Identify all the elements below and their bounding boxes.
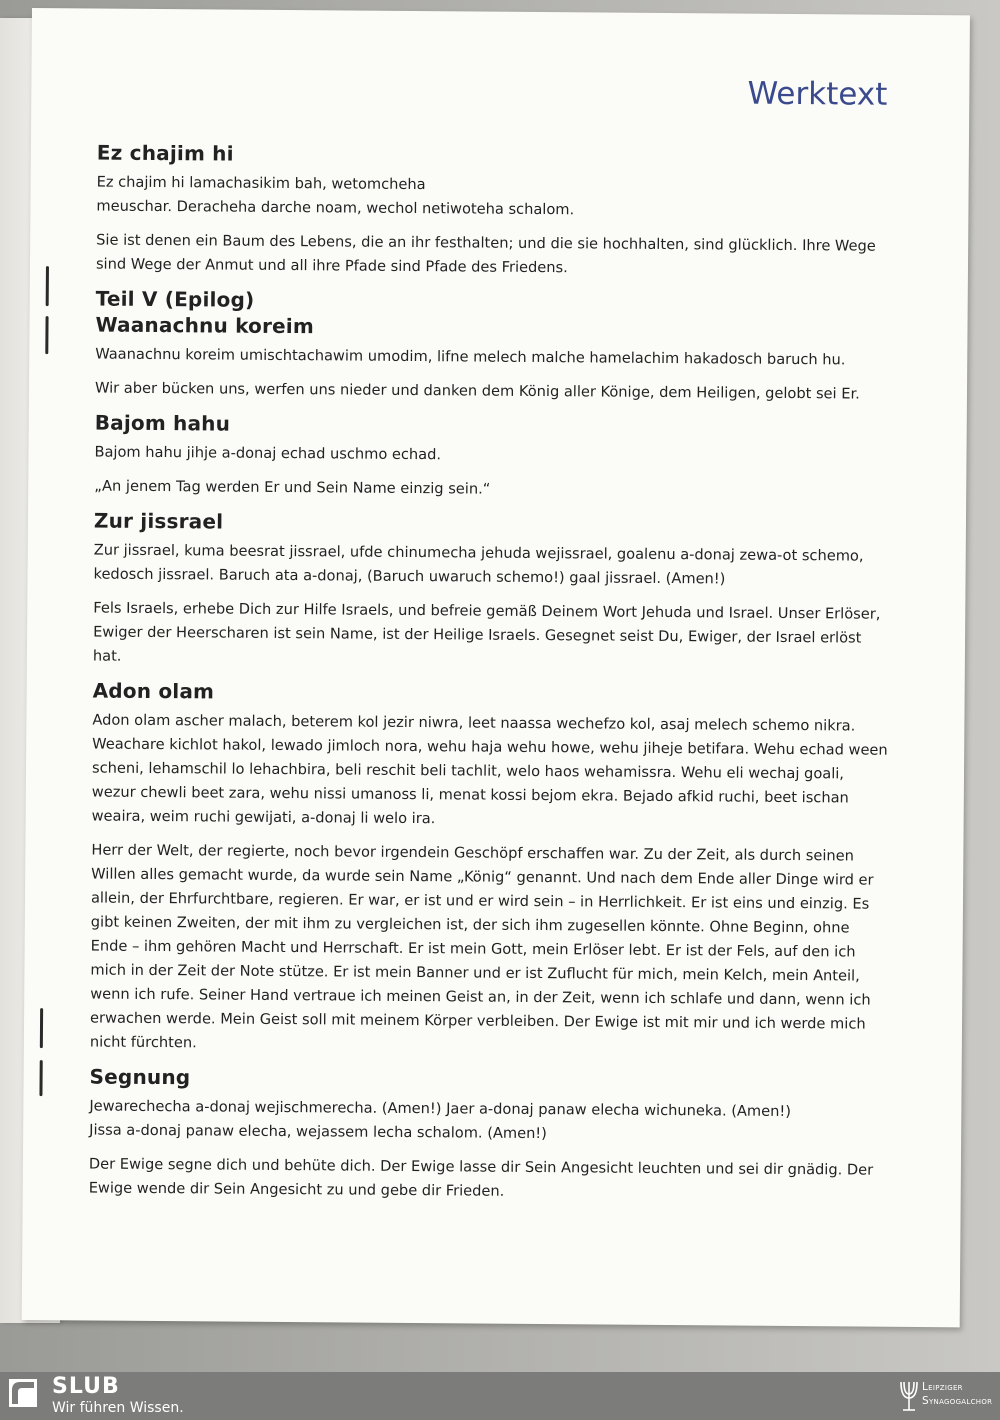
transliteration-text: Zur jissrael, kuma beesrat jissrael, ufde chinumecha jehuda wejissrael, goalenu a-donaj zewa-ot schemo, kedosch jissrael. Baruch ata a-donaj, (Baruch uwaruch schemo!) gaal jissrael. (Amen!) [93,541,864,588]
section-title: Bajom hahu [94,410,231,436]
section-zur-jissrael [93,509,894,675]
choir-name-line2: Synagogalchor [922,1395,993,1407]
translation-text: Sie ist denen ein Baum des Lebens, die an ihr festhalten; und die sie hochhalten, sind glücklich. Ihre Wege sind Wege der Anmut und all ihre Pfade sind Pfade des Friedens. [95,231,876,277]
translation-text: Fels Israels, erhebe Dich zur Hilfe Israels, und befreie gemäß Deinem Wort Jehuda und Israel. Unser Erlöser, Ewiger der Heerscharen ist sein Name, ist der Heilige Israels. Gesegnet seist Du, Ewiger, der Israel erlöst hat. [92,599,881,665]
section-adon-olam [90,678,893,1060]
staple-mark [40,1008,43,1048]
translation-text: „An jenem Tag werden Er und Sein Name einzig sein.“ [94,477,491,498]
section-title: Ez chajim hi [96,140,234,166]
slub-logo-icon [8,1378,38,1408]
section-ez-chajim-hi [96,141,897,283]
document-page [22,8,970,1327]
library-name: SLUB [52,1374,120,1399]
menorah-logo-icon [898,1376,920,1414]
section-teil-v [95,287,896,407]
page-header-title: Werktext [747,75,888,113]
transliteration-text: Bajom hahu jihje a-donaj echad uschmo echad. [94,443,442,464]
section-bajom-hahu [94,411,895,505]
translation-text: Der Ewige segne dich und behüte dich. Der Ewige lasse dir Sein Angesicht leuchten und sei dir gnädig. Der Ewige wende dir Sein Angesicht zu und gebe dir Frieden. [88,1155,874,1200]
transliteration-text: Jewarechecha a-donaj wejischmerecha. (Amen!) Jaer a-donaj panaw elecha wichuneka. (Amen!) Jissa a-donaj panaw elecha, wejassem lecha schalom. (Amen!) [89,1097,792,1143]
library-tagline: Wir führen Wissen. [52,1400,184,1416]
staple-mark [46,266,49,306]
choir-name [922,1380,992,1408]
footer-bar [0,1372,1000,1420]
translation-text: Wir aber bücken uns, werfen uns nieder und danken dem König aller Könige, dem Heiligen, gelobt sei Er. [94,379,860,403]
section-title: Zur jissrael [93,508,224,534]
transliteration-text: Waanachnu koreim umischtachawim umodim, lifne melech malche hamelachim hakadosch baruch hu. [95,345,846,369]
choir-name-line1: Leipziger [922,1381,963,1393]
translation-text: Herr der Welt, der regierte, noch bevor irgendein Geschöpf erschaffen war. Zu der Zeit, als durch seinen Willen alles gemacht wurde, da wurde sein Name „König“ genannt. Und nach dem Ende aller Dinge wird er allein, der Ehrfurchtbare, regieren. Er war, er ist und er wird sein – in Herrlichkeit. Er ist eins und einzig. Es gibt keinen Zweiten, der mit ihm zu vergleichen ist, der sich ihm zugesellen könnte. Ohne Beginn, ohne Ende – ihm gehören Macht und Herrschaft. Er ist mein Gott, mein Erlöser lebt. Er ist der Fels, auf den ich mich in der Zeit der Note stütze. Er ist mein Banner und er ist Zuflucht für mich, mein Kelch, mein Anteil, wenn ich rufe. Seiner Hand vertraue ich meinen Geist an, in der Zeit, wenn ich schlafe und dann, wenn ich erwachen werde. Mein Geist soll mit meinem Körper verbleiben. Der Ewige ist mit mir und ich werde mich nicht fürchten. [89,841,874,1052]
section-subtitle: Waanachnu koreim [95,312,315,339]
staple-mark [45,316,48,354]
section-title: Segnung [89,1064,191,1090]
section-segnung [89,1064,890,1206]
transliteration-text: Ez chajim hi lamachasikim bah, wetomcheha meuschar. Deracheha darche noam, wechol netiwoteha schalom. [96,173,575,219]
staple-mark [39,1060,42,1096]
section-title: Adon olam [92,678,215,704]
section-title: Teil V (Epilog) [95,286,255,312]
page-content [89,141,897,1217]
transliteration-text: Adon olam ascher malach, beterem kol jezir niwra, leet naassa wechefzo kol, asaj melech schemo nikra. Weachare kichlot hakol, lewado jimloch nora, wehu haja wehu howe, wehu jiheje betifara. Wehu echad ween scheni, lehamschil lo lehachbira, beli reschit beli tachlit, welo haos wehamissra. Wehu eli wechaj goali, wezur chewli beet zara, wehu nissi umanoss li, menat kossi bejom ekra. Bejado afkid ruchi, beet ischan weaira, weim ruchi gewijati, a-donaj li welo ira. [91,711,888,828]
